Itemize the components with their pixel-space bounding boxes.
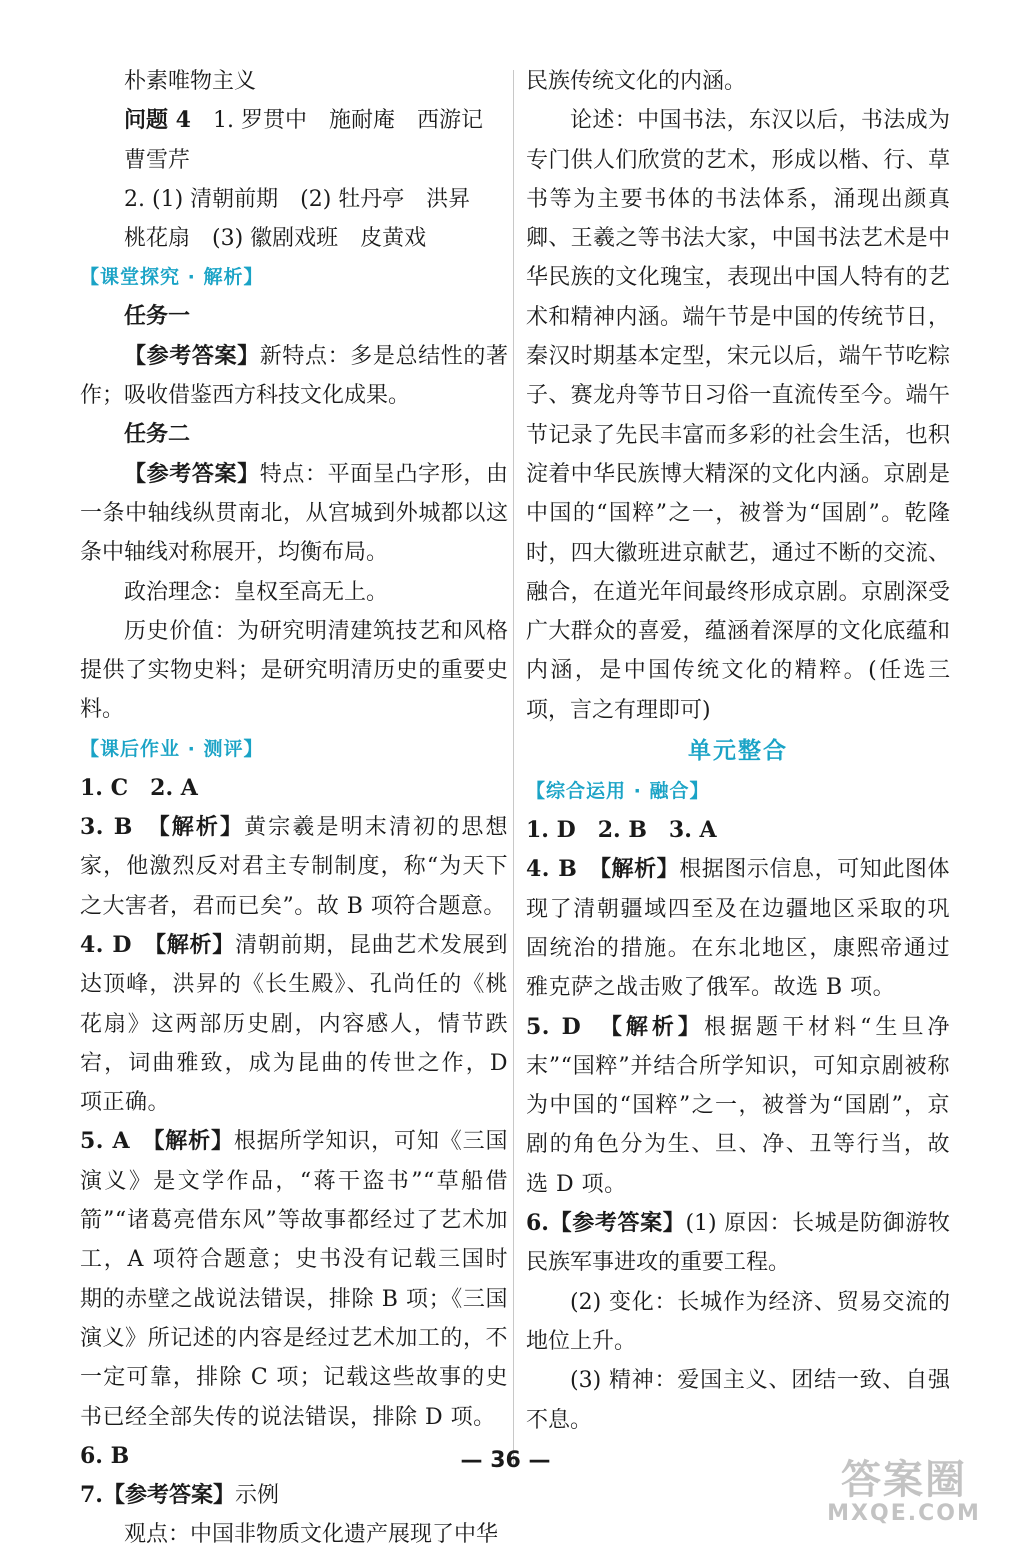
analysis-tag: 【解析】 — [599, 856, 680, 883]
watermark-url: MXQE.COM — [827, 1501, 981, 1526]
answer-number: 4. B — [526, 856, 578, 883]
analysis-tag: 【解析】 — [153, 1128, 234, 1155]
text-line: 2. (1) 清朝前期 (2) 牡丹亭 洪昇 — [124, 186, 471, 212]
answer-number: 7. — [80, 1482, 103, 1509]
section-heading-homework: 【课后作业 · 测评】 — [80, 737, 264, 760]
answer-6-part-3: (3) 精神：爱国主义、团结一致、自强不息。 — [526, 1368, 950, 1433]
answer-number: 3. B — [80, 814, 133, 841]
analysis-tag: 【解析】 — [158, 814, 245, 841]
task-2-heading: 任务二 — [124, 421, 191, 448]
question-4 — [80, 101, 508, 140]
text-line: 朴素唯物主义 — [124, 69, 257, 94]
answer-7-view: 观点：中国非物质文化遗产展现了中华 — [124, 1522, 499, 1548]
answers-1-3: 1. D 2. B 3. A — [526, 817, 717, 844]
discussion: 论述：中国书法，东汉以后，书法成为专门供人们欣赏的艺术，形成以楷、行、草书等为主要书体的书法体系，涌现出颜真卿、王羲之等书法大家，中国书法艺术是中华民族的文化瑰宝，表现出中国人特有的艺术和精神内涵。端午节是中国的传统节日，秦汉时期基本定型，宋元以后，端午节吃粽子、赛龙舟等节日习俗一直流传至今。端午节记录了先民丰富而多彩的社会生活，也积淀着中华民族博大精深的文化内涵。京剧是中国的“国粹”之一，被誉为“国剧”。乾隆时，四大徽班进京献艺，通过不断的交流、融合，在道光年间最终形成京剧。京剧深受广大群众的喜爱，蕴涵着深厚的文化底蕴和内涵，是中国传统文化的精粹。(任选三项，言之有理即可) — [526, 108, 950, 723]
analysis-text: 清朝前期，昆曲艺术发展到达顶峰，洪昇的《长生殿》、孔尚任的《桃花扇》这两部历史剧，内容感人，情节跌宕，词曲雅致，成为昆曲的传世之作，D 项正确。 — [80, 932, 508, 1116]
answer-text: 特点：平面呈凸字形，由一条中轴线纵贯南北，从宫城到外城都以这条中轴线对称展开，均衡布局。 — [80, 461, 508, 566]
answer-6: 6. B — [80, 1442, 130, 1469]
answer-4 — [526, 850, 950, 1007]
text-line: 曹雪芹 — [124, 147, 191, 173]
analysis-text: 根据所学知识，可知《三国演义》是文学作品，“蒋干盗书”“草船借箭”“诸葛亮借东风”等故事都经过了艺术加工，A 项符合题意；史书没有记载三国时期的赤壁之战说法错误，排除 B 项；《三国演义》所记述的内容是经过艺术加工的，不一定可靠，排除 C 项；记载这些故事的史书已经全部失传的说法错误，排除 D 项。 — [80, 1129, 508, 1430]
task-1-answer — [80, 337, 508, 416]
analysis-tag: 【解析】 — [610, 1013, 704, 1040]
task-2-answer — [80, 455, 508, 573]
watermark-title: 答案圈 — [841, 1457, 967, 1503]
answer-tag: 【参考答案】 — [124, 342, 260, 369]
continued-text: 民族传统文化的内涵。 — [526, 69, 747, 94]
watermark-logo — [809, 1458, 999, 1528]
question-label: 问题 4 — [124, 107, 191, 134]
section-heading-classroom: 【课堂探究 · 解析】 — [80, 266, 264, 289]
historical-value: 历史价值：为研究明清建筑技艺和风格提供了实物史料；是研究明清历史的重要史料。 — [80, 618, 508, 723]
task-1-heading: 任务一 — [124, 303, 191, 330]
answer-tag: 【参考答案】 — [102, 1482, 235, 1509]
answer-5 — [80, 1122, 508, 1436]
answer-number: 4. D — [80, 931, 132, 958]
answer-number: 5. D — [526, 1013, 582, 1040]
section-heading-comprehensive: 【综合运用 · 融合】 — [526, 780, 710, 803]
answer-4 — [80, 926, 508, 1122]
analysis-tag: 【解析】 — [155, 931, 236, 958]
right-column — [526, 62, 950, 1440]
analysis-text: 黄宗羲是明末清初的思想家，他激烈反对君主专制制度，称“为天下之大害者，君而已矣”。故 B 项符合题意。 — [80, 815, 508, 919]
answer-3 — [80, 808, 508, 926]
text-line: 桃花扇 (3) 徽剧戏班 皮黄戏 — [124, 226, 427, 252]
answer-tag: 【参考答案】 — [548, 1210, 686, 1237]
answers-1-2: 1. C 2. A — [80, 774, 198, 801]
political-idea: 政治理念：皇权至高无上。 — [124, 579, 389, 605]
answer-number: 5. A — [80, 1128, 131, 1155]
unit-summary-heading: 单元整合 — [688, 738, 788, 765]
answer-5 — [526, 1008, 950, 1204]
analysis-text: 根据题干材料“生旦净末”“国粹”并结合所学知识，可知京剧被称为中国的“国粹”之一，被誉为“国剧”，京剧的角色分为生、旦、净、丑等行当，故选 D 项。 — [526, 1014, 950, 1197]
answer-7 — [80, 1476, 508, 1515]
column-divider — [513, 70, 514, 1465]
answer-text: (1) 原因：长城是防御游牧民族军事进攻的重要工程。 — [526, 1211, 950, 1276]
answer-6-part-2: (2) 变化：长城作为经济、贸易交流的地位上升。 — [526, 1289, 950, 1354]
answer-6 — [526, 1204, 950, 1283]
analysis-text: 根据图示信息，可知此图体现了清朝疆域四至及在边疆地区采取的巩固统治的措施。在东北地区，康熙帝通过雅克萨之战击败了俄军。故选 B 项。 — [526, 857, 950, 1001]
text-line: 1. 罗贯中 施耐庵 西游记 — [212, 108, 483, 134]
answer-text: 示例 — [234, 1483, 279, 1509]
answer-number: 6. — [526, 1210, 549, 1237]
answer-text: 新特点：多是总结性的著作；吸收借鉴西方科技文化成果。 — [80, 343, 508, 409]
left-column — [80, 62, 508, 1555]
answer-tag: 【参考答案】 — [124, 460, 260, 487]
page-number: — 36 — — [460, 1448, 551, 1473]
